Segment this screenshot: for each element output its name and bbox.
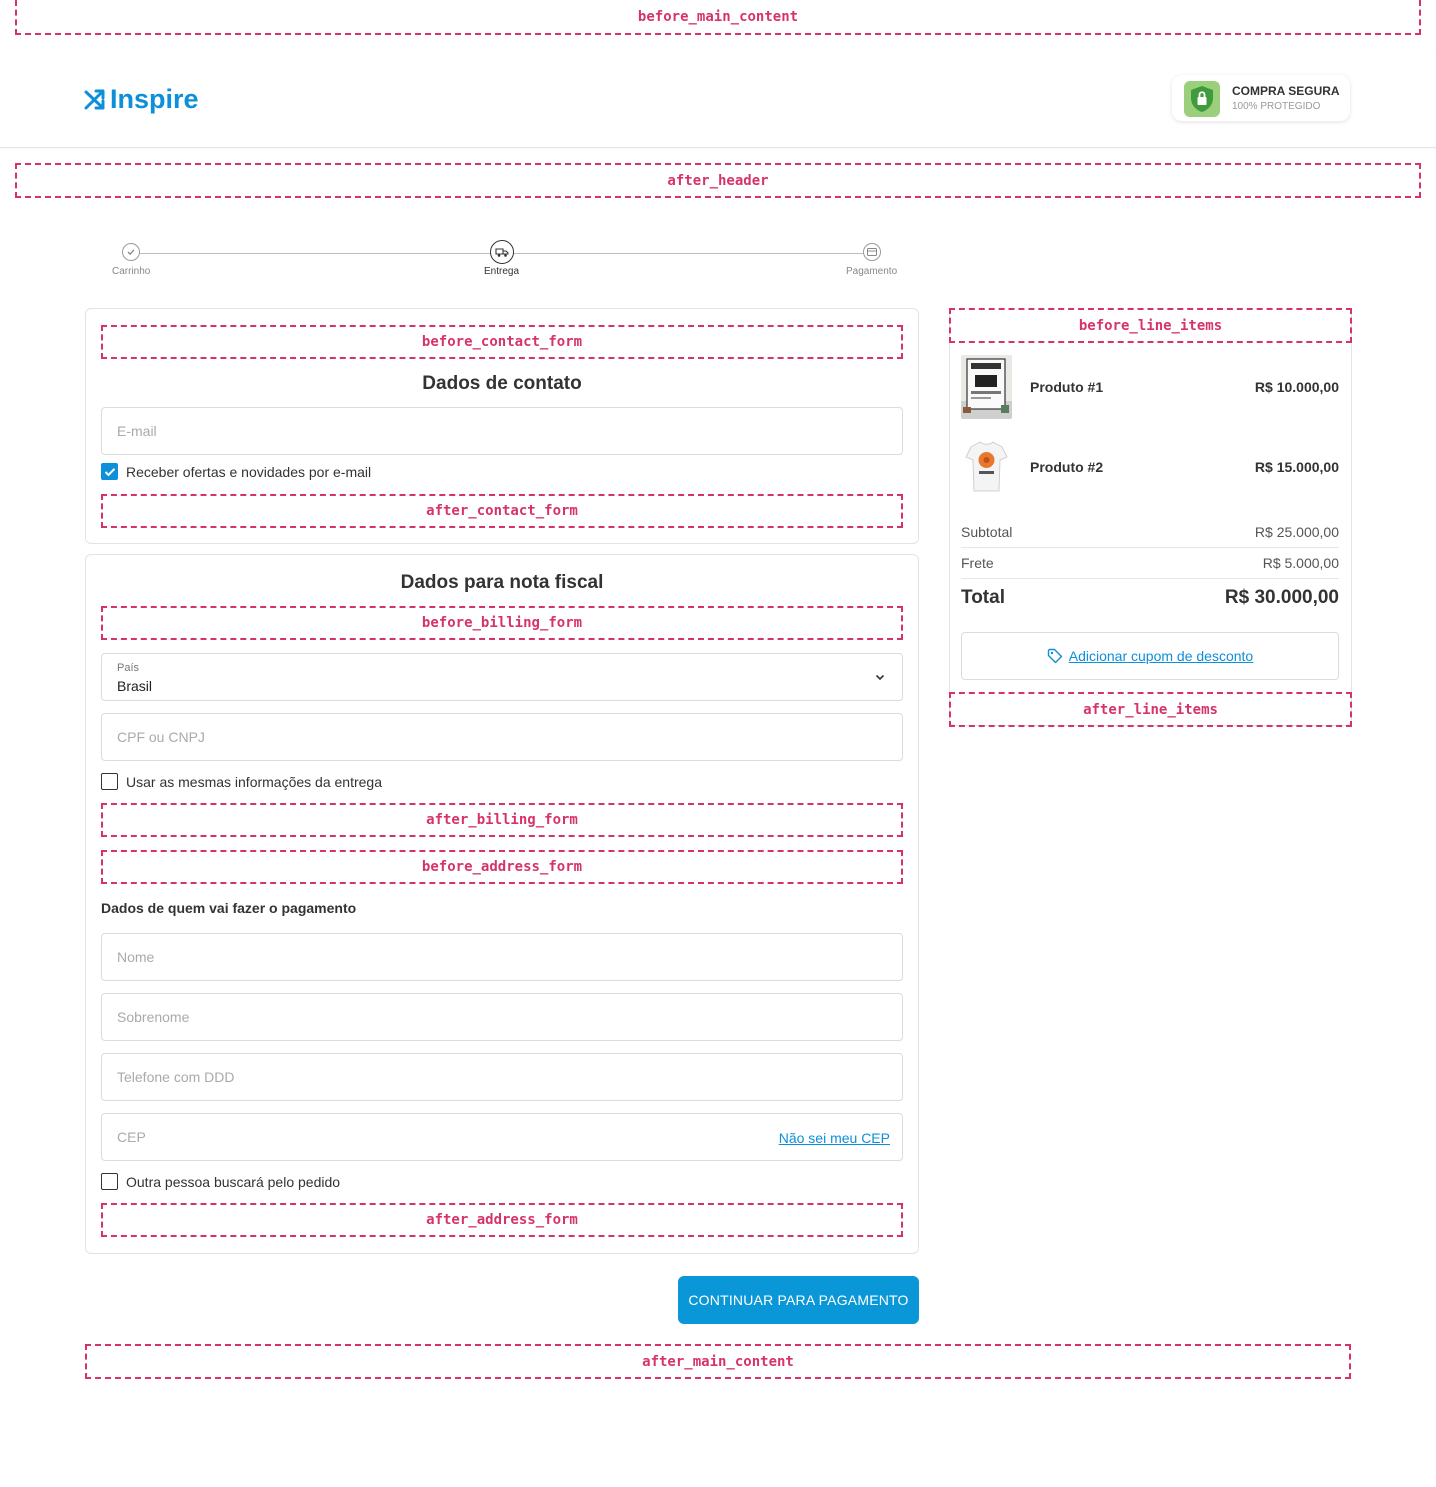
shield-lock-icon [1184,81,1220,117]
subtotal-value: R$ 25.000,00 [1254,524,1339,540]
same-info-label: Usar as mesmas informações da entrega [126,773,382,790]
tag-icon [1047,648,1063,664]
logo[interactable] [84,84,199,115]
checkbox-unchecked-icon[interactable] [101,1173,118,1190]
check-icon [122,243,140,261]
cep-field[interactable] [101,1113,903,1161]
billing-title: Dados para nota fiscal [400,572,604,593]
shipping-row [961,555,1339,571]
step-label: Pagamento [846,266,898,277]
card-icon [863,243,881,261]
secure-title: COMPRA SEGURA [1232,84,1340,98]
slot-after-contact-form: after_contact_form [101,494,903,528]
subtotal-label: Subtotal [961,524,1013,540]
country-select[interactable] [101,653,903,701]
step-pagamento[interactable] [846,243,897,277]
other-person-checkbox[interactable] [101,1173,340,1190]
checkbox-unchecked-icon[interactable] [101,773,118,790]
billing-card [85,554,919,1254]
slot-after-line-items: after_line_items [949,692,1352,727]
cep-help-link[interactable]: Não sei meu CEP [778,1130,890,1146]
phone-field[interactable] [101,1053,903,1101]
total-row [961,587,1339,609]
address-subtitle: Dados de quem vai fazer o pagamento [101,900,357,916]
shipping-value: R$ 5.000,00 [1262,555,1339,571]
slot-after-billing-form: after_billing_form [101,803,903,837]
newsletter-label: Receber ofertas e novidades por e-mail [126,463,372,480]
product-name: Produto #1 [1030,379,1104,395]
product-2-image [961,435,1012,499]
last-name-input[interactable] [102,994,902,1040]
slot-after-main-content: after_main_content [85,1344,1351,1379]
chevron-down-icon [874,671,886,683]
shipping-label: Frete [961,555,994,571]
email-input[interactable] [102,408,902,454]
checkbox-checked-icon[interactable] [101,463,118,480]
step-carrinho[interactable] [112,243,150,277]
slot-after-address-form: after_address_form [101,1203,903,1237]
step-entrega[interactable] [484,243,519,277]
country-label: País [117,662,140,674]
slot-before-main-content: before_main_content [15,0,1421,35]
step-label: Entrega [484,266,520,277]
first-name-input[interactable] [102,934,902,980]
newsletter-checkbox[interactable] [101,463,371,480]
secure-subtitle: 100% PROTEGIDO [1232,101,1321,112]
contact-title: Dados de contato [422,373,582,394]
divider [961,547,1339,548]
slot-before-contact-form: before_contact_form [101,325,903,359]
email-field[interactable] [101,407,903,455]
slot-after-header: after_header [15,163,1421,198]
logo-text: Inspire [110,84,199,114]
product-1-image [961,355,1012,419]
continue-to-payment-button[interactable]: CONTINUAR PARA PAGAMENTO [678,1276,919,1324]
other-person-label: Outra pessoa buscará pelo pedido [126,1173,341,1190]
checkout-stepper [112,243,902,283]
truck-icon [490,240,514,264]
document-input[interactable] [102,714,902,760]
product-price: R$ 15.000,00 [1254,459,1339,475]
product-price: R$ 10.000,00 [1254,379,1339,395]
first-name-field[interactable] [101,933,903,981]
secure-purchase-badge [1172,75,1350,121]
total-label: Total [961,587,1005,608]
slot-before-line-items: before_line_items [949,308,1352,343]
line-item [961,435,1339,499]
coupon-label: Adicionar cupom de desconto [1068,648,1254,664]
slot-before-billing-form: before_billing_form [101,606,903,640]
last-name-field[interactable] [101,993,903,1041]
total-value: R$ 30.000,00 [1224,587,1339,608]
subtotal-row [961,524,1339,540]
same-info-checkbox[interactable] [101,773,382,790]
site-header [0,50,1436,148]
add-coupon-button[interactable] [961,632,1339,680]
shuffle-icon [84,89,106,111]
line-item [961,355,1339,419]
step-label: Carrinho [112,266,151,277]
phone-input[interactable] [102,1054,902,1100]
document-field[interactable] [101,713,903,761]
country-value: Brasil [117,678,153,694]
divider [961,578,1339,579]
slot-before-address-form: before_address_form [101,850,903,884]
contact-card [85,308,919,544]
product-name: Produto #2 [1030,459,1104,475]
